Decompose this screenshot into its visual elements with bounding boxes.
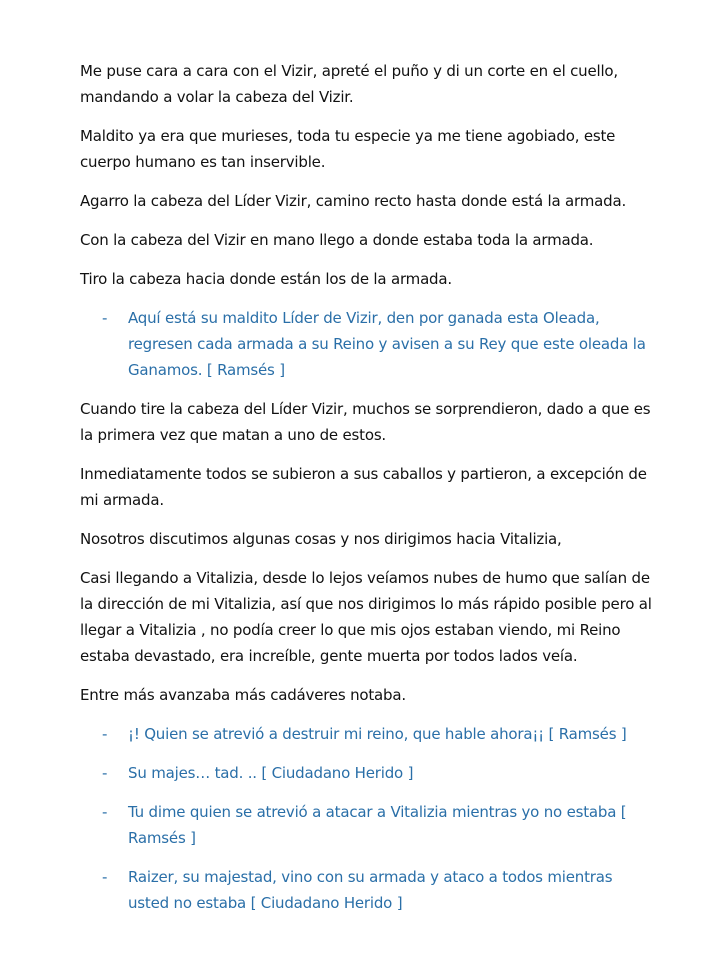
paragraph: Casi llegando a Vitalizia, desde lo lejos veíamos nubes de humo que salían de la dirección de mi Vitalizia, así que nos dirigimos lo más rápido posible pero al llegar a Vitalizia , no podía creer lo que mis ojos estaban viendo, mi Reino estaba devastado, era increíble, gente muerta por todos lados veía. — [80, 569, 652, 665]
paragraph: Tiro la cabeza hacia donde están los de la armada. — [80, 270, 452, 288]
dialogue-line — [80, 864, 655, 916]
paragraph: Entre más avanzaba más cadáveres notaba. — [80, 686, 406, 704]
dialogue-text: Tu dime quien se atrevió a atacar a Vitalizia mientras yo no estaba [ Ramsés ] — [128, 803, 627, 847]
dialogue-dash: - — [102, 725, 108, 743]
paragraph: Con la cabeza del Vizir en mano llego a donde estaba toda la armada. — [80, 231, 594, 249]
dialogue-line — [80, 721, 655, 747]
paragraph: Nosotros discutimos algunas cosas y nos dirigimos hacia Vitalizia, — [80, 530, 562, 548]
dialogue-text: Aquí está su maldito Líder de Vizir, den por ganada esta Oleada, regresen cada armada a su Reino y avisen a su Rey que este oleada la Ganamos. [ Ramsés ] — [128, 309, 646, 379]
dialogue-line — [80, 305, 655, 383]
dialogue-dash: - — [102, 868, 108, 886]
dialogue-line — [80, 760, 655, 786]
dialogue-dash: - — [102, 803, 108, 821]
dialogue-text: ¡! Quien se atrevió a destruir mi reino, que hable ahora¡¡ [ Ramsés ] — [128, 725, 627, 743]
dialogue-text: Raizer, su majestad, vino con su armada y ataco a todos mientras usted no estaba [ Ciudadano Herido ] — [128, 868, 613, 912]
paragraph: Maldito ya era que murieses, toda tu especie ya me tiene agobiado, este cuerpo humano es tan inservible. — [80, 127, 616, 171]
paragraph: Inmediatamente todos se subieron a sus caballos y partieron, a excepción de mi armada. — [80, 465, 647, 509]
dialogue-line — [80, 799, 655, 851]
dialogue-dash: - — [102, 764, 108, 782]
paragraph: Cuando tire la cabeza del Líder Vizir, muchos se sorprendieron, dado a que es la primera vez que matan a uno de estos. — [80, 400, 651, 444]
dialogue-text: Su majes… tad. .. [ Ciudadano Herido ] — [128, 764, 414, 782]
paragraph: Me puse cara a cara con el Vizir, apreté el puño y di un corte en el cuello, mandando a volar la cabeza del Vizir. — [80, 62, 618, 106]
paragraph: Agarro la cabeza del Líder Vizir, camino recto hasta donde está la armada. — [80, 192, 627, 210]
dialogue-dash: - — [102, 309, 108, 327]
